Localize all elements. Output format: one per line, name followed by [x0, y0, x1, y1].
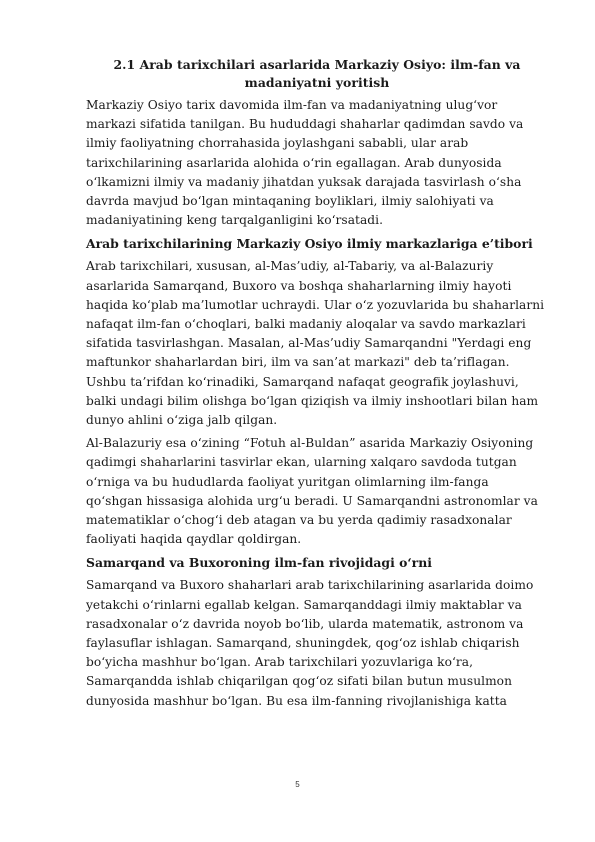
section-title: 2.1 Arab tarixchilari asarlarida Markaziy Osiyo: ilm-fan va madaniyatni yoritish [113, 57, 521, 90]
section1-paragraph-1: Arab tarixchilari, xususan, al-Mas’udiy, al-Tabariy, va al-Balazuriy asarlarida Samarqand, Buxoro va boshqa shaharlarning ilmiy hayoti haqida ko‘plab ma’lumotlar uchraydi. Ular o‘z yozuvlarida bu shaharlarni nafaqat ilm-fan o‘choqlari, balki madaniy aloqalar va savdo markazlari sifatida tasvirlashgan. Masalan, al-Mas’udiy Samarqandni "Yerdagi eng maftunkor shaharlardan biri, ilm va san’at markazi" deb ta’riflagan. Ushbu ta’rifdan ko‘rinadiki, Samarqand nafaqat geografik joylashuvi, balki undagi bilim olishga bo‘lgan qiziqish va ilmiy inshootlari bilan ham dunyo ahlini o‘ziga jalb qilgan. [86, 259, 545, 428]
section2-heading: Samarqand va Buxoroning ilm-fan rivojidagi o‘rni [86, 555, 432, 571]
intro-paragraph: Markaziy Osiyo tarix davomida ilm-fan va madaniyatning ulug‘vor markazi sifatida tanilgan. Bu hududdagi shaharlar qadimdan savdo va ilmiy faoliyatning chorrahasida joylashgani sababli, ular arab tarixchilarining asarlarida alohida o‘rin egallagan. Arab dunyosida o‘lkamizni ilmiy va madaniy jihatdan yuksak darajada tasvirlash o‘sha davrda mavjud bo‘lgan mintaqaning boyliklari, ilmiy salohiyati va madaniyatining keng tarqalganligini ko‘rsatadi. [86, 98, 524, 228]
page-number: 5 [295, 780, 300, 789]
document-page [86, 56, 548, 715]
section1-paragraph-2: Al-Balazuriy esa o‘zining “Fotuh al-Buldan” asarida Markaziy Osiyoning qadimgi shaharlarini tasvirlar ekan, ularning xalqaro savdoda tutgan o‘rniga va bu hududlarda faoliyat yuritgan olimlarning ilm-fanga qo‘shgan hissasiga alohida urg‘u beradi. U Samarqandni astronomlar va matematiklar o‘chog‘i deb atagan va bu yerda qadimiy rasadxonalar faoliyati haqida qaydlar qoldirgan. [86, 436, 538, 547]
section1-heading: Arab tarixchilarining Markaziy Osiyo ilmiy markazlariga e’tibori [86, 236, 533, 252]
section2-paragraph-1: Samarqand va Buxoro shaharlari arab tarixchilarining asarlarida doimo yetakchi o‘rinlarni egallab kelgan. Samarqanddagi ilmiy maktablar va rasadxonalar o‘z davrida noyob bo‘lib, ularda matematik, astronom va faylasuflar ishlagan. Samarqand, shuningdek, qog‘oz ishlab chiqarish bo‘yicha mashhur bo‘lgan. Arab tarixchilari yozuvlariga ko‘ra, Samarqandda ishlab chiqarilgan qog‘oz sifati bilan butun musulmon dunyosida mashhur bo‘lgan. Bu esa ilm-fanning rivojlanishiga katta [86, 578, 534, 708]
